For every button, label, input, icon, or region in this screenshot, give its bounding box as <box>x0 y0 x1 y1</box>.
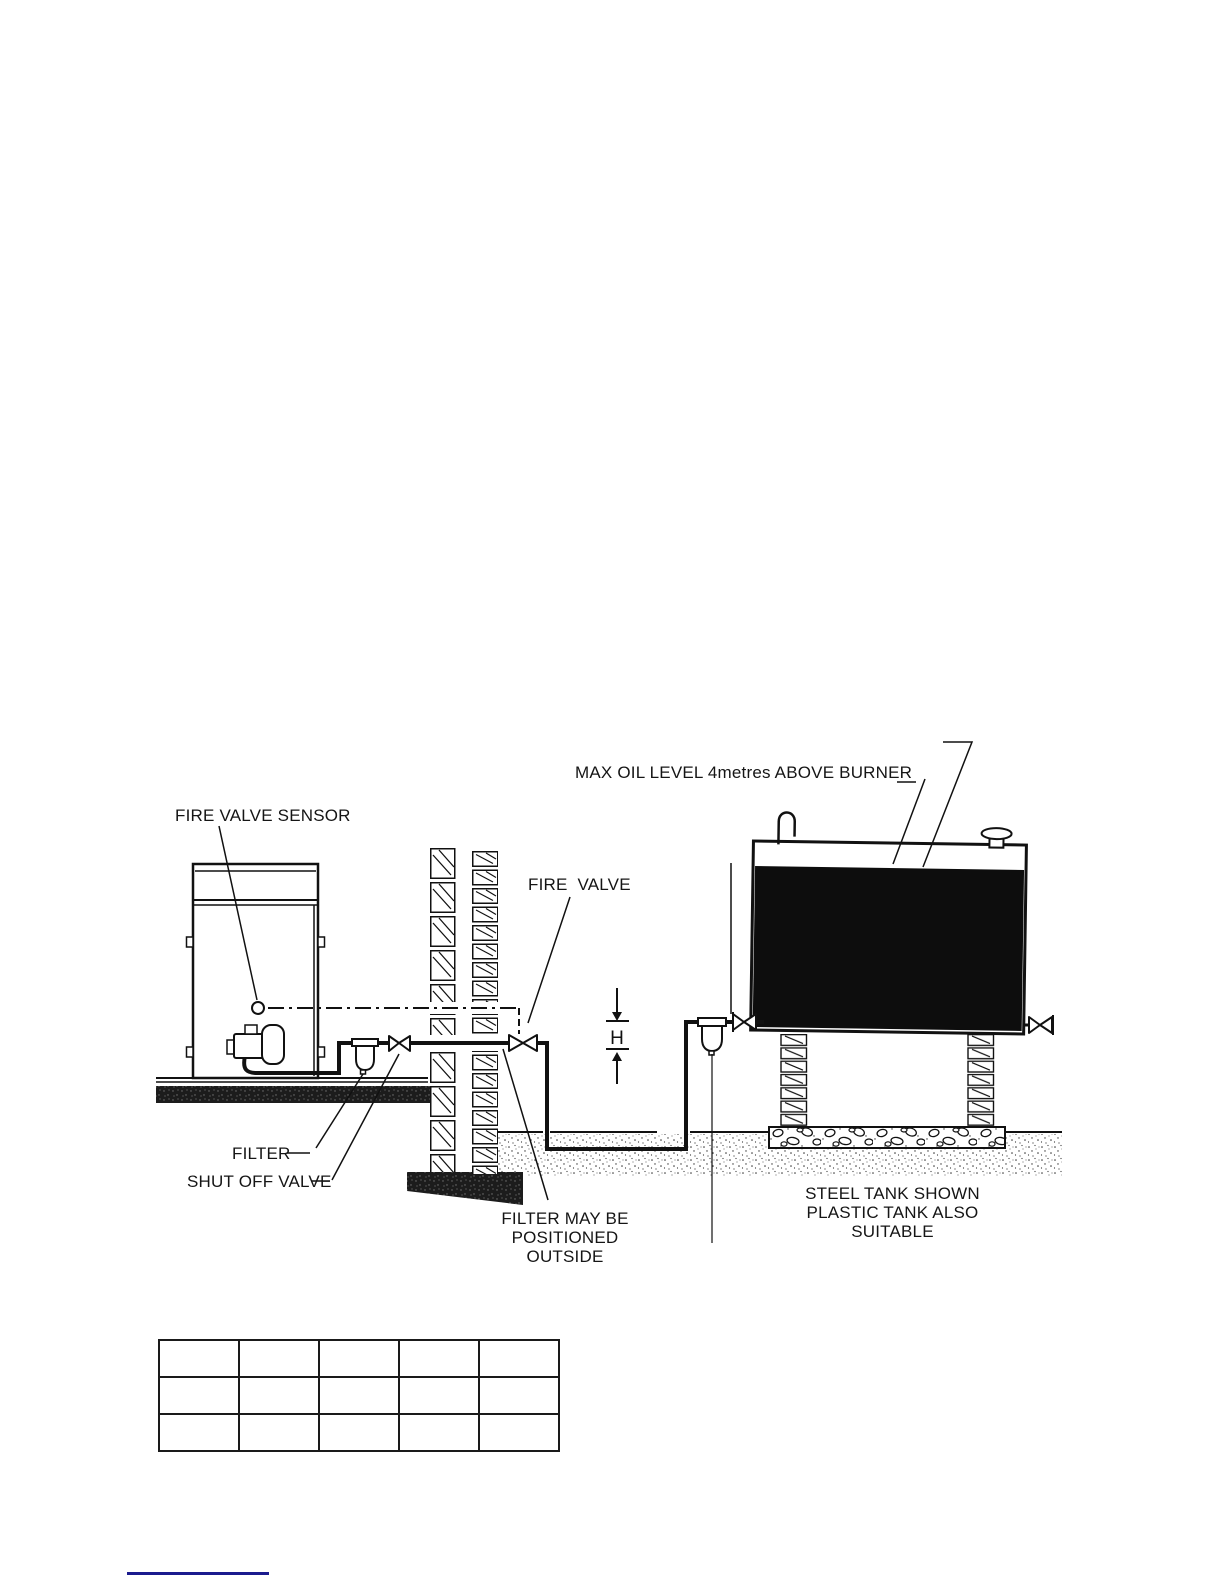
table-cell <box>239 1377 319 1414</box>
table-cell <box>399 1414 479 1451</box>
cavity-wall <box>428 848 500 1174</box>
shut-off-valve-icon <box>389 1036 410 1051</box>
spec-table <box>158 1339 560 1452</box>
table-cell <box>399 1377 479 1414</box>
table-cell <box>319 1340 399 1377</box>
table-cell <box>479 1377 559 1414</box>
table-row <box>159 1340 559 1377</box>
filter-icon <box>352 1039 378 1074</box>
shut-off-valve-label: SHUT OFF VALVE <box>187 1172 332 1191</box>
fire-valve-sensor-label: FIRE VALVE SENSOR <box>175 806 351 825</box>
height-dimension-letter: H <box>610 1028 624 1049</box>
table-cell <box>159 1340 239 1377</box>
table-cell <box>159 1377 239 1414</box>
tank-outlet-filter-icon <box>698 1018 726 1055</box>
hyperlink-underline[interactable] <box>127 1572 269 1575</box>
filter-label: FILTER <box>232 1144 291 1163</box>
boiler-room-floor <box>156 1078 430 1103</box>
tank-drain-valve-icon <box>1029 1015 1053 1035</box>
table-cell <box>159 1414 239 1451</box>
table-cell <box>319 1414 399 1451</box>
table-cell <box>319 1377 399 1414</box>
tank-pier-left <box>780 1034 808 1127</box>
filter-outside-label: FILTER MAY BE POSITIONED OUTSIDE <box>501 1209 629 1266</box>
table-cell <box>479 1414 559 1451</box>
table-cell <box>479 1340 559 1377</box>
oil-tank <box>751 812 1027 1034</box>
wall-footing <box>407 1172 523 1205</box>
table-row <box>159 1414 559 1451</box>
height-dimension <box>606 988 629 1084</box>
tank-note-label: STEEL TANK SHOWN PLASTIC TANK ALSO SUITABLE <box>805 1184 980 1241</box>
table-cell <box>239 1414 319 1451</box>
concrete-pad <box>769 1127 1005 1148</box>
tank-pier-right <box>967 1034 995 1127</box>
table-row <box>159 1377 559 1414</box>
vent-pipe-icon <box>778 812 794 844</box>
table-cell <box>399 1340 479 1377</box>
max-oil-level-label: MAX OIL LEVEL 4metres ABOVE BURNER <box>575 763 913 782</box>
table-cell <box>239 1340 319 1377</box>
fire-valve-sensor-icon <box>252 1002 264 1014</box>
fire-valve-label: FIRE VALVE <box>528 875 631 894</box>
